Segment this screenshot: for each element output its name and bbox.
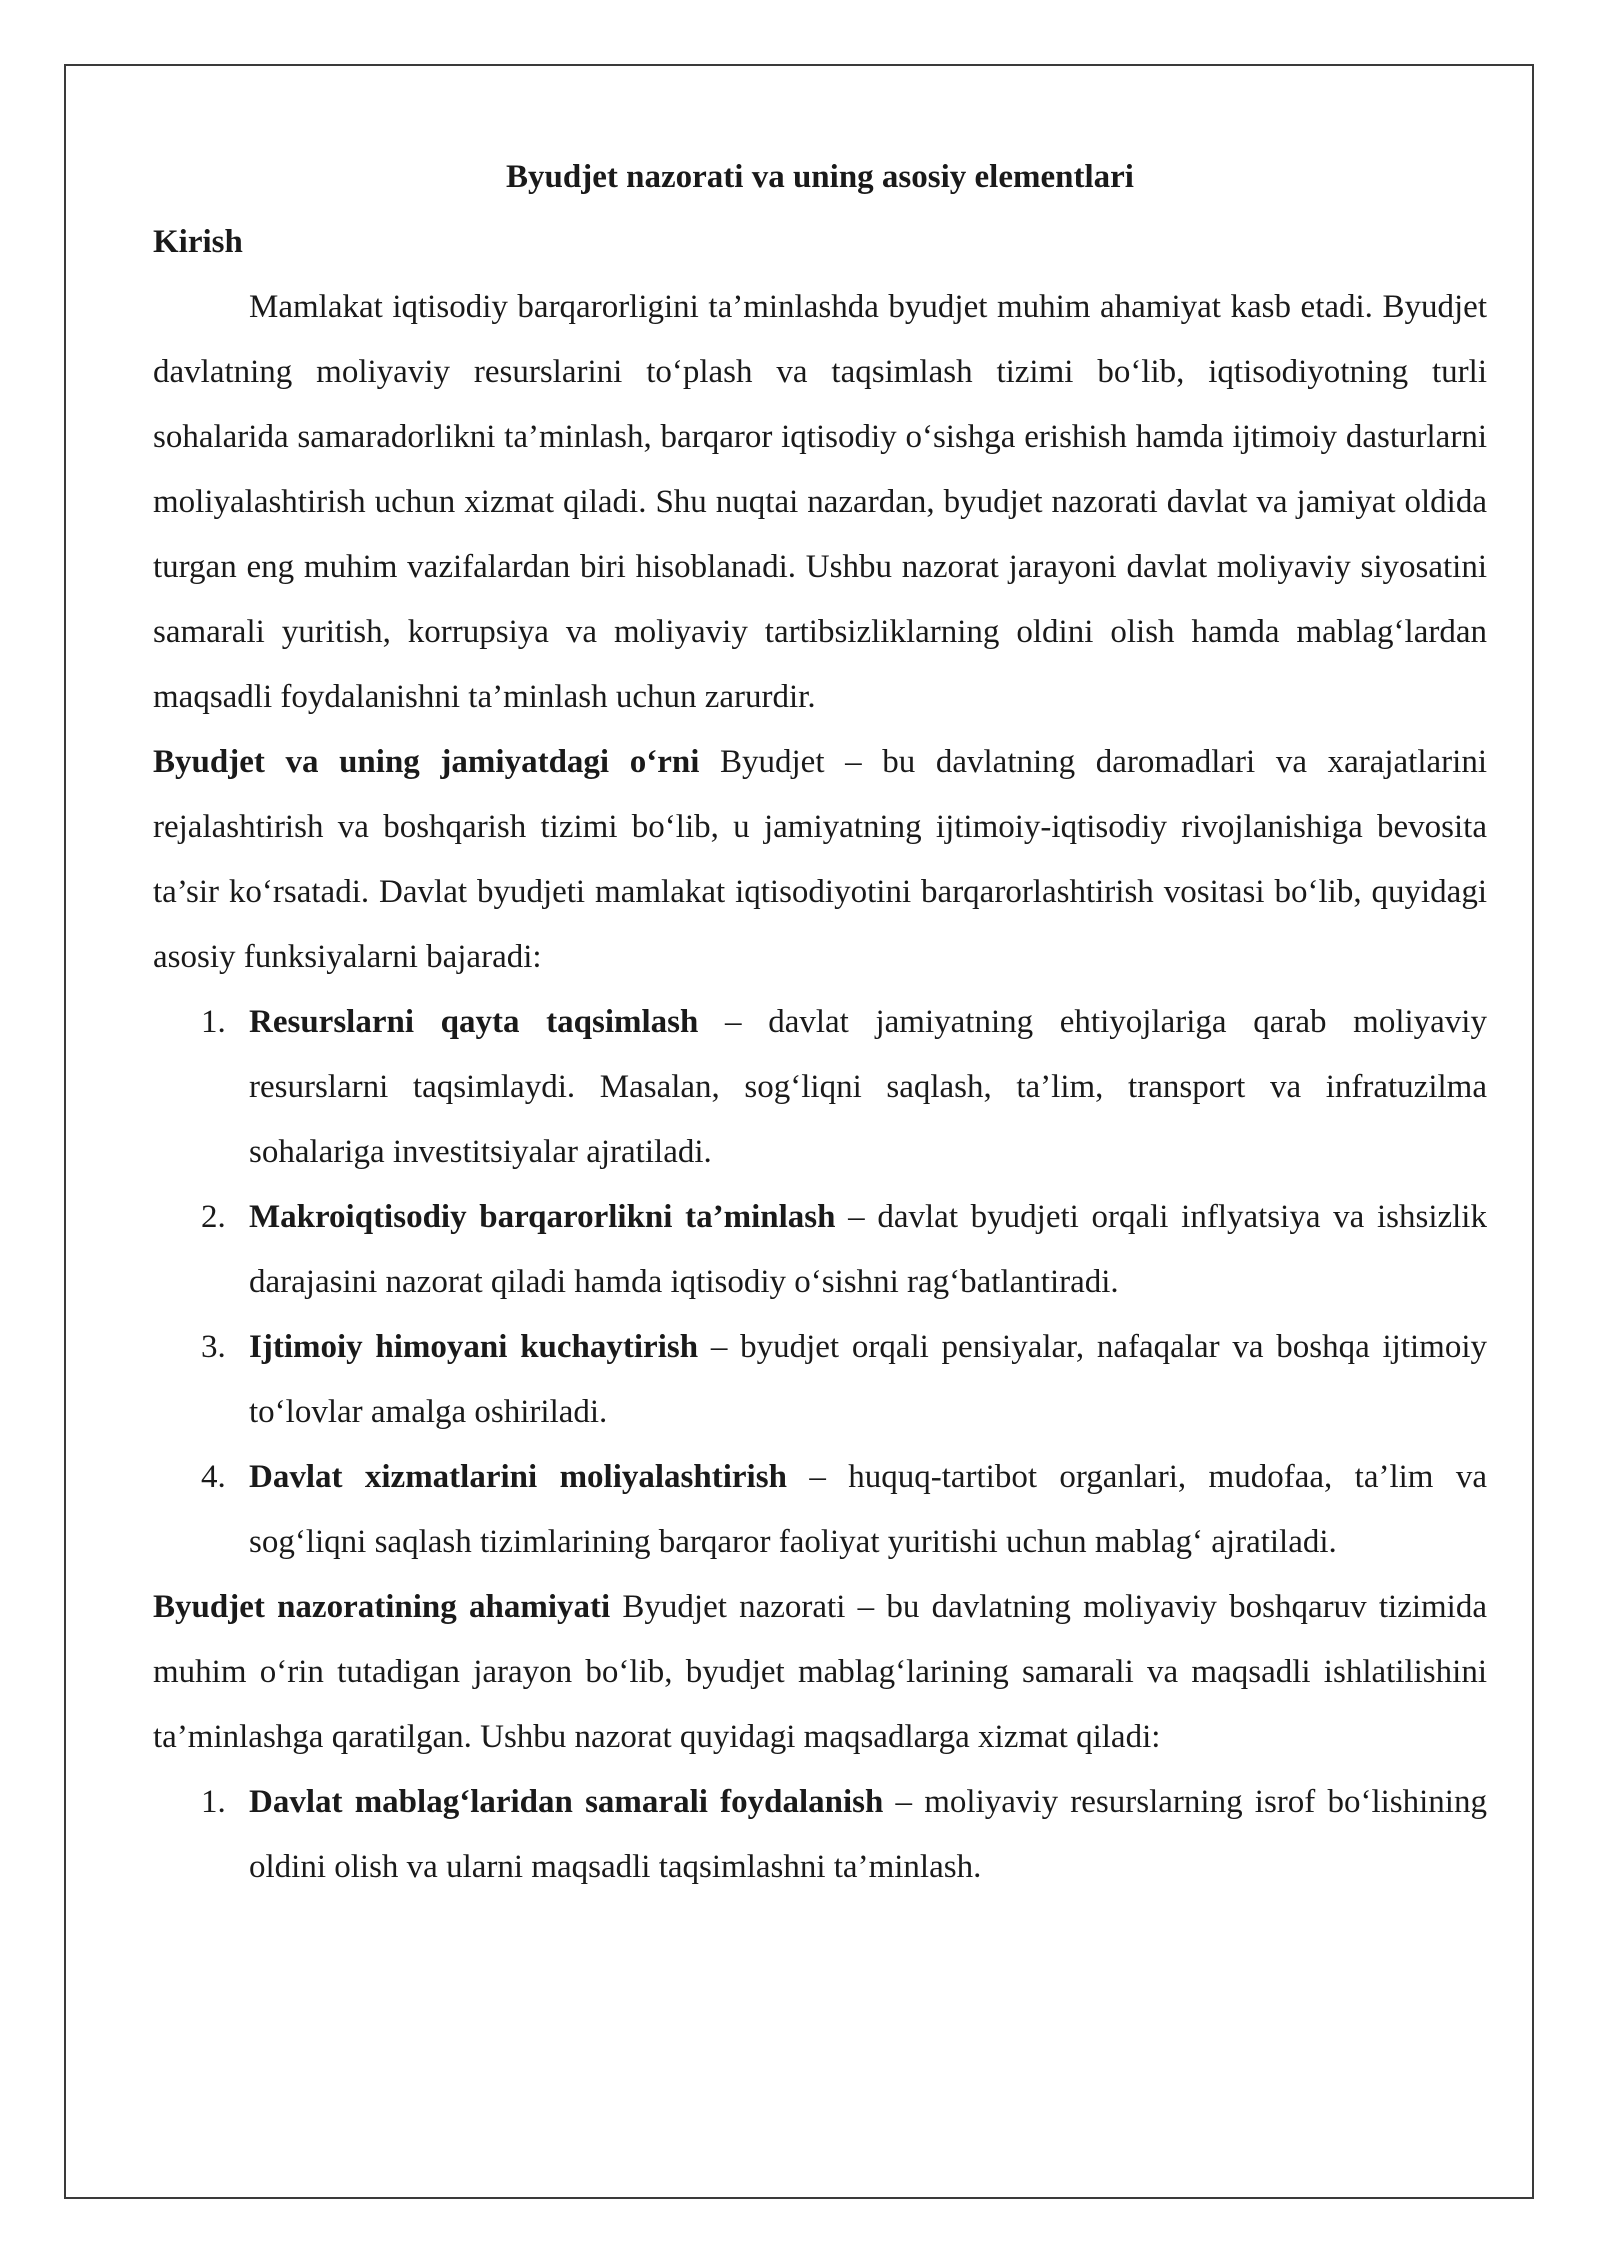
list-item-text: – davlat jamiyatning ehtiyojlariga qarab moliyaviy resurslarni taqsimlaydi. Masalan, sog‘liqni saqlash, ta’lim, transport va infratuzilma sohalariga investitsiyalar ajratiladi. xyxy=(249,1004,1487,1170)
list-item-bold: Resurslarni qayta taqsimlash xyxy=(249,1004,699,1040)
list-item-number: 1. xyxy=(201,1784,226,1820)
list-item-number: 2. xyxy=(201,1199,226,1235)
section2-text: Byudjet nazorati – bu davlatning moliyaviy boshqaruv tizimida muhim o‘rin tutadigan jarayon bo‘lib, byudjet mablag‘larining samarali va maqsadli ishlatilishini ta’minlashga qaratilgan. Ushbu nazorat quyidagi maqsadlarga xizmat qiladi: xyxy=(153,1589,1487,1755)
list-item-text: – davlat byudjeti orqali inflyatsiya va ishsizlik darajasini nazorat qiladi hamda iqtisodiy o‘sishni rag‘batlantiradi. xyxy=(249,1199,1487,1300)
section1-text: Byudjet – bu davlatning daromadlari va xarajatlarini rejalashtirish va boshqarish tizimi bo‘lib, u jamiyatning ijtimoiy-iqtisodiy rivojlanishiga bevosita ta’sir ko‘rsatadi. Davlat byudjeti mamlakat iqtisodiyotini barqarorlashtirish vositasi bo‘lib, quyidagi asosiy funksiyalarni bajaradi: xyxy=(153,744,1487,975)
list-item xyxy=(153,990,1487,1185)
list-item xyxy=(153,1770,1487,1900)
section2-list xyxy=(153,1770,1487,1900)
section2-heading: Byudjet nazoratining ahamiyati xyxy=(153,1589,611,1625)
section2-paragraph xyxy=(153,1575,1487,1770)
intro-paragraph: Mamlakat iqtisodiy barqarorligini ta’minlashda byudjet muhim ahamiyat kasb etadi. Byudjet davlatning moliyaviy resurslarini to‘plash va taqsimlash tizimi bo‘lib, iqtisodiyotning turli sohalarida samaradorlikni ta’minlash, barqaror iqtisodiy o‘sishga erishish hamda ijtimoiy dasturlarni moliyalashtirish uchun xizmat qiladi. Shu nuqtai nazardan, byudjet nazorati davlat va jamiyat oldida turgan eng muhim vazifalardan biri hisoblanadi. Ushbu nazorat jarayoni davlat moliyaviy siyosatini samarali yuritish, korrupsiya va moliyaviy tartibsizliklarning oldini olish hamda mablag‘lardan maqsadli foydalanishni ta’minlash uchun zarurdir. xyxy=(153,289,1487,715)
section1-paragraph xyxy=(153,730,1487,990)
section1-heading: Byudjet va uning jamiyatdagi o‘rni xyxy=(153,744,700,780)
list-item xyxy=(153,1185,1487,1315)
list-item-bold: Makroiqtisodiy barqarorlikni ta’minlash xyxy=(249,1199,836,1235)
list-item-bold: Davlat xizmatlarini moliyalashtirish xyxy=(249,1459,787,1495)
list-item-number: 4. xyxy=(201,1459,226,1495)
list-item-bold: Ijtimoiy himoyani kuchaytirish xyxy=(249,1329,699,1365)
list-item-text: – huquq-tartibot organlari, mudofaa, ta’lim va sog‘liqni saqlash tizimlarining barqaror faoliyat yuritishi uchun mablag‘ ajratiladi. xyxy=(249,1459,1487,1560)
intro-heading: Kirish xyxy=(153,224,243,260)
document-title: Byudjet nazorati va uning asosiy elementlari xyxy=(506,159,1134,195)
list-item-text: – byudjet orqali pensiyalar, nafaqalar va boshqa ijtimoiy to‘lovlar amalga oshiriladi. xyxy=(249,1329,1487,1430)
document-body xyxy=(153,145,1487,1900)
list-item-text: – moliyaviy resurslarning isrof bo‘lishining oldini olish va ularni maqsadli taqsimlashni ta’minlash. xyxy=(249,1784,1487,1885)
section1-list xyxy=(153,990,1487,1575)
list-item-bold: Davlat mablag‘laridan samarali foydalanish xyxy=(249,1784,884,1820)
list-item xyxy=(153,1445,1487,1575)
list-item-number: 3. xyxy=(201,1329,226,1365)
list-item xyxy=(153,1315,1487,1445)
list-item-number: 1. xyxy=(201,1004,226,1040)
